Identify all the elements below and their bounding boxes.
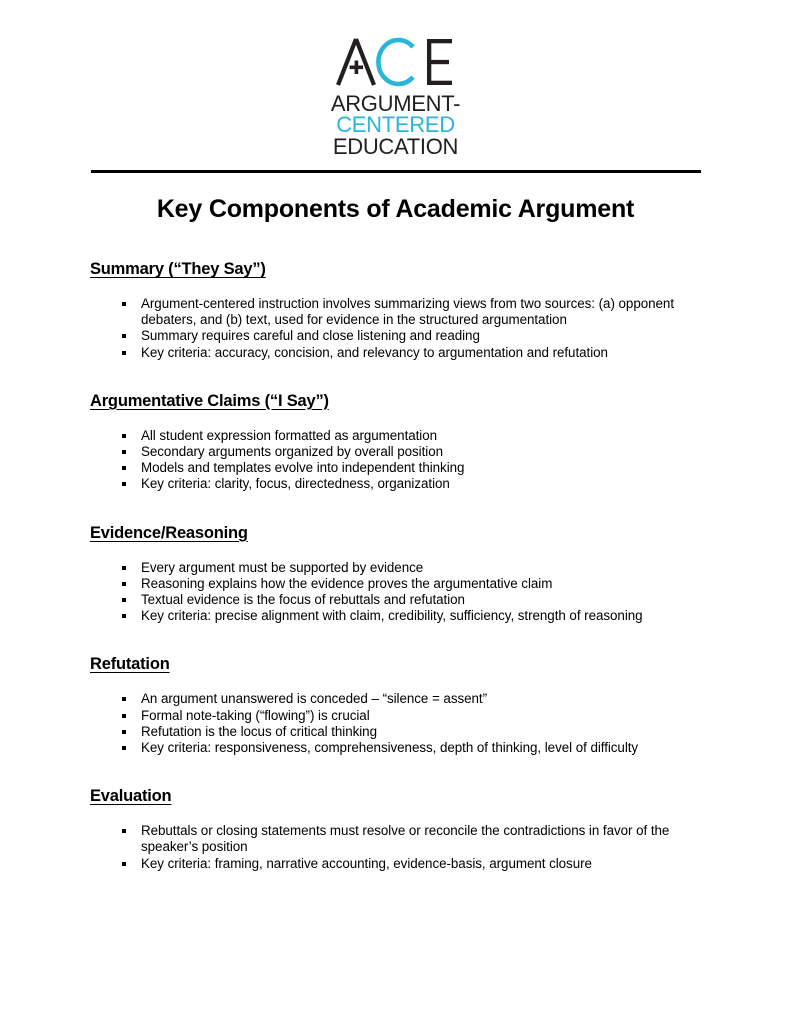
bullet-list	[90, 296, 791, 361]
list-item-text: Key criteria: accuracy, concision, and relevancy to argumentation and refutation	[141, 344, 608, 360]
list-item-text: Textual evidence is the focus of rebuttals and refutation	[141, 592, 465, 608]
logo-tagline-line-2: CENTERED	[336, 112, 455, 138]
square-bullet-icon	[122, 730, 126, 734]
list-item-text: Key criteria: framing, narrative accounting, evidence-basis, argument closure	[141, 855, 592, 871]
section-summary	[90, 260, 791, 361]
list-item-text: Summary requires careful and close listening and reading	[141, 328, 480, 344]
list-item	[90, 476, 701, 492]
bullet-list	[90, 823, 791, 872]
list-item-text: Secondary arguments organized by overall position	[141, 444, 443, 459]
section-heading: Evaluation	[90, 787, 172, 806]
list-item	[90, 328, 701, 344]
list-item-text: Key criteria: responsiveness, comprehensiveness, depth of thinking, level of difficulty	[141, 740, 639, 756]
list-item	[90, 560, 701, 576]
list-item	[90, 724, 701, 740]
list-item-text: Rebuttals or closing statements must resolve or reconcile the contradictions in favor of the speaker’s position	[141, 823, 670, 855]
square-bullet-icon	[122, 582, 126, 586]
bullet-list	[90, 560, 791, 625]
square-bullet-icon	[122, 746, 126, 750]
section-heading: Summary (“They Say”)	[90, 259, 266, 278]
square-bullet-icon	[122, 598, 126, 602]
square-bullet-icon	[122, 714, 126, 718]
square-bullet-icon	[122, 566, 126, 570]
square-bullet-icon	[122, 334, 126, 338]
list-item-text: Key criteria: precise alignment with claim, credibility, sufficiency, strength of reasoning	[141, 608, 643, 624]
list-item-text: Reasoning explains how the evidence proves the argumentative claim	[141, 575, 553, 591]
list-item	[90, 592, 701, 608]
square-bullet-icon	[122, 351, 126, 355]
section-evidence-reasoning	[90, 524, 791, 625]
logo-tagline-line-1: ARGUMENT-	[330, 91, 461, 116]
list-item	[90, 444, 701, 460]
list-item	[90, 708, 701, 724]
page-title: Key Components of Academic Argument	[156, 194, 635, 223]
header-divider	[91, 170, 701, 173]
list-item	[90, 576, 701, 592]
square-bullet-icon	[122, 829, 126, 833]
logo-tagline	[331, 93, 460, 157]
section-heading: Refutation	[90, 655, 170, 674]
list-item-text: Formal note-taking (“flowing”) is crucial	[141, 707, 370, 723]
list-item	[90, 608, 701, 624]
list-item	[90, 740, 701, 756]
square-bullet-icon	[122, 434, 126, 438]
list-item	[90, 460, 701, 476]
square-bullet-icon	[122, 862, 126, 866]
list-item-text: Key criteria: clarity, focus, directedness, organization	[141, 476, 450, 492]
list-item-text: Argument-centered instruction involves summarizing views from two sources: (a) opponent debaters, and (b) text, used for evidence in the structured argumentation	[141, 295, 674, 328]
list-item-text: An argument unanswered is conceded – “silence = assent”	[141, 691, 487, 707]
section-refutation	[90, 655, 791, 756]
list-item-text: Every argument must be supported by evidence	[141, 559, 424, 575]
section-heading: Evidence/Reasoning	[90, 523, 248, 542]
square-bullet-icon	[122, 450, 126, 454]
list-item	[90, 691, 701, 707]
list-item-text: All student expression formatted as argumentation	[141, 427, 438, 443]
section-heading: Argumentative Claims (“I Say”)	[90, 391, 329, 410]
square-bullet-icon	[122, 697, 126, 701]
logo-header	[0, 0, 791, 157]
list-item	[90, 428, 701, 444]
list-item-text: Refutation is the locus of critical thinking	[141, 723, 377, 739]
list-item-text: Models and templates evolve into independent thinking	[141, 460, 465, 476]
bullet-list	[90, 428, 791, 493]
section-evaluation	[90, 787, 791, 872]
square-bullet-icon	[122, 466, 126, 470]
logo-tagline-line-3: EDUCATION	[332, 133, 459, 159]
ace-logo-icon	[335, 36, 457, 88]
section-argumentative-claims	[90, 392, 791, 493]
document-body	[0, 260, 791, 872]
square-bullet-icon	[122, 482, 126, 486]
list-item	[90, 345, 701, 361]
list-item	[90, 856, 701, 872]
square-bullet-icon	[122, 302, 126, 306]
list-item	[90, 296, 701, 328]
bullet-list	[90, 691, 791, 756]
square-bullet-icon	[122, 614, 126, 618]
list-item	[90, 823, 701, 855]
